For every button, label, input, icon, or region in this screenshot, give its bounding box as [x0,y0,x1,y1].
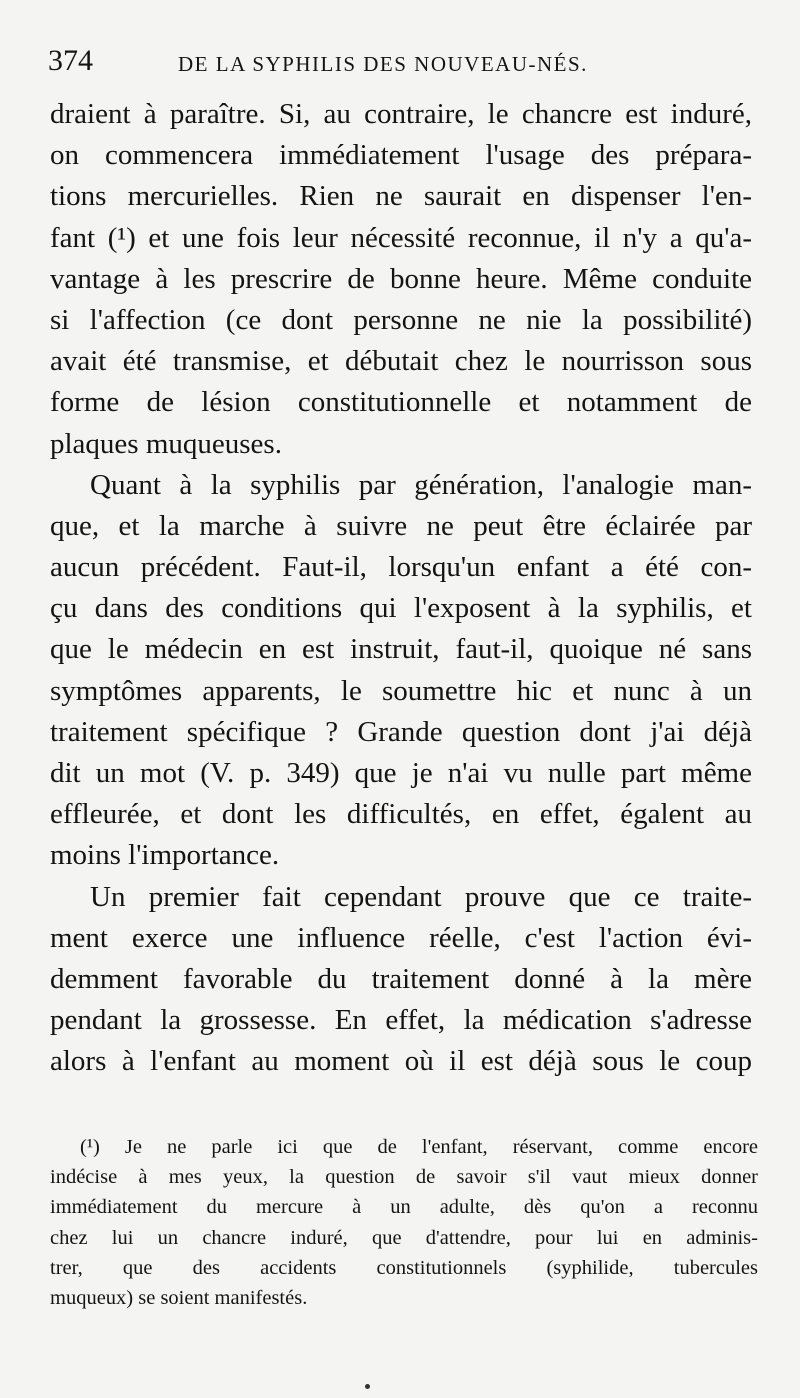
text-line: plaques muqueuses. [50,427,282,460]
text-line: que, et la marche à suivre ne peut être éclairée par [50,509,752,542]
footnote-line: indécise à mes yeux, la question de savoir s'il vaut mieux donner [50,1166,758,1189]
text-line: Quant à la syphilis par génération, l'analogie man- [90,468,752,501]
text-line: demment favorable du traitement donné à la mère [50,962,752,995]
paragraph-2 [50,465,752,877]
text-line: çu dans des conditions qui l'exposent à la syphilis, et [50,592,752,625]
footnote-line: trer, que des accidents constitutionnels (syphilide, tubercules [50,1256,758,1279]
text-line: ment exerce une influence réelle, c'est l'action évi- [50,921,752,954]
text-line: moins l'importance. [50,839,280,872]
text-line: pendant la grossesse. En effet, la médication s'adresse [50,1004,752,1037]
text-line: traitement spécifique ? Grande question dont j'ai déjà [50,715,752,748]
page-header [48,44,768,84]
text-line: alors à l'enfant au moment où il est déjà sous le coup [50,1045,752,1078]
text-line: si l'affection (ce dont personne ne nie la possibilité) [50,303,752,336]
text-line: que le médecin en est instruit, faut-il, quoique né sans [50,633,752,666]
footnote-line: chez lui un chancre induré, que d'attendre, pour lui en adminis- [50,1226,758,1249]
ink-speck [365,1384,370,1389]
text-line: Un premier fait cependant prouve que ce traite- [90,880,752,913]
paragraph-1 [50,94,752,465]
paragraph-3 [50,877,752,1083]
text-line: vantage à les prescrire de bonne heure. Même conduite [50,262,752,295]
footnote-line: (¹) Je ne parle ici que de l'enfant, réservant, comme encore [80,1136,758,1158]
text-line: tions mercurielles. Rien ne saurait en dispenser l'en- [50,180,752,213]
text-line: draient à paraître. Si, au contraire, le chancre est induré, [50,98,752,130]
text-line: dit un mot (V. p. 349) que je n'ai vu nulle part même [50,757,752,789]
text-line: effleurée, et dont les difficultés, en effet, égalent au [50,798,752,831]
text-line: on commencera immédiatement l'usage des prépara- [50,139,752,172]
footnote-line: muqueux) se soient manifestés. [50,1286,308,1309]
footnote [50,1132,758,1313]
text-line: symptômes apparents, le soumettre hic et nunc à un [50,674,752,707]
text-line: avait été transmise, et débutait chez le nourrisson sous [50,345,752,378]
footnote-line: immédiatement du mercure à un adulte, dès qu'on a reconnu [50,1196,758,1219]
text-line: fant (¹) et une fois leur nécessité reconnue, il n'y a qu'a- [50,221,752,254]
running-head: DE LA SYPHILIS DES NOUVEAU-NÉS. [178,52,588,76]
body-text [50,94,752,1083]
page-number: 374 [48,44,93,77]
text-line: aucun précédent. Faut-il, lorsqu'un enfant a été con- [50,551,752,584]
text-line: forme de lésion constitutionnelle et notamment de [50,386,752,419]
